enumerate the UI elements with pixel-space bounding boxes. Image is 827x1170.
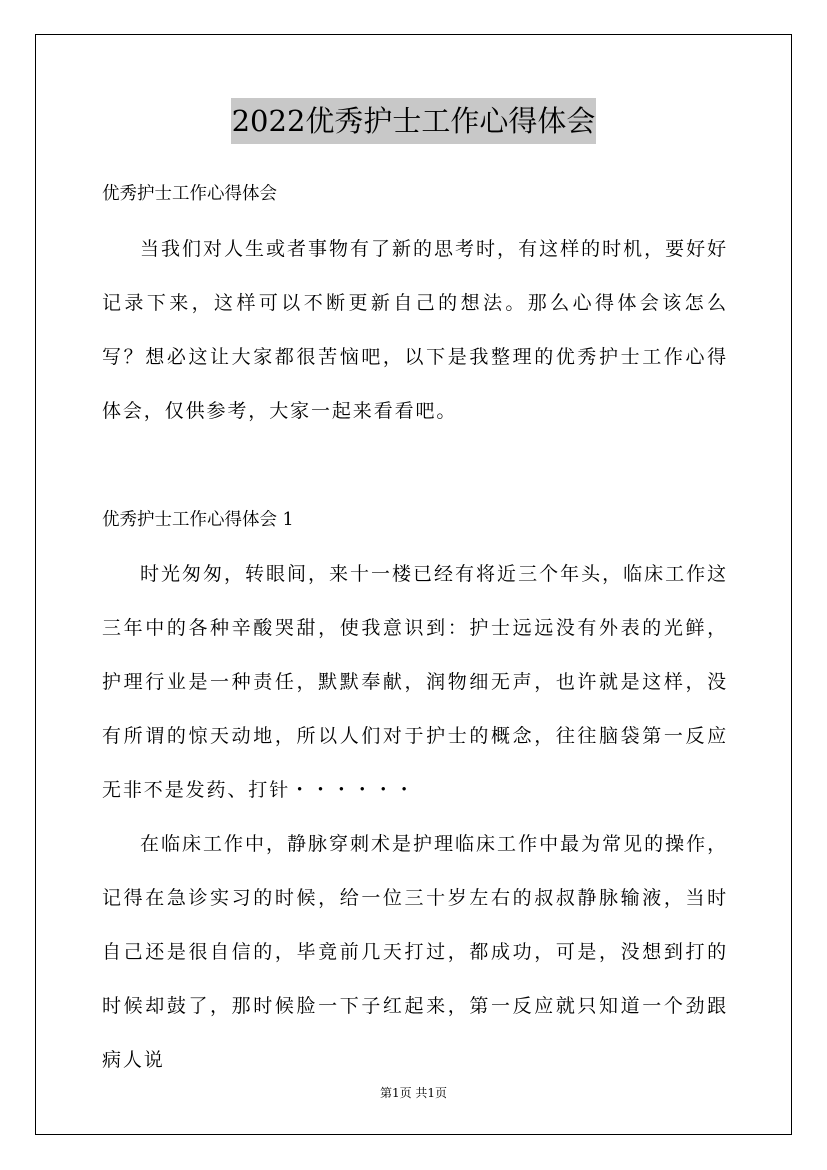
page-footer: 第1页 共1页: [379, 1086, 448, 1100]
intro-heading: 优秀护士工作心得体会: [102, 184, 277, 204]
document-title: 2022优秀护士工作心得体会: [231, 98, 597, 144]
title-container: [0, 98, 827, 144]
intro-paragraph: 当我们对人生或者事物有了新的思考时，有这样的时机，要好好记录下来，这样可以不断更新自己的想法。那么心得体会该怎么写？想必这让大家都很苦恼吧，以下是我整理的优秀护士工作心得体会，仅供参考，大家一起来看看吧。: [102, 238, 728, 422]
section1-paragraph-2: 在临床工作中，静脉穿刺术是护理临床工作中最为常见的操作，记得在急诊实习的时候，给一位三十岁左右的叔叔静脉输液，当时自己还是很自信的，毕竟前几天打过，都成功，可是，没想到打的时候却鼓了，那时候脸一下子红起来，第一反应就只知道一个劲跟病人说: [102, 833, 728, 1071]
section1-paragraph-1: 时光匆匆，转眼间，来十一楼已经有将近三个年头，临床工作这三年中的各种辛酸哭甜，使我意识到：护士远远没有外表的光鲜，护理行业是一种责任，默默奉献，润物细无声，也许就是这样，没有所谓的惊天动地，所以人们对于护士的概念，往往脑袋第一反应无非不是发药、打针・・・・・・: [102, 563, 728, 801]
section-heading-1: 优秀护士工作心得体会 1: [102, 510, 294, 530]
